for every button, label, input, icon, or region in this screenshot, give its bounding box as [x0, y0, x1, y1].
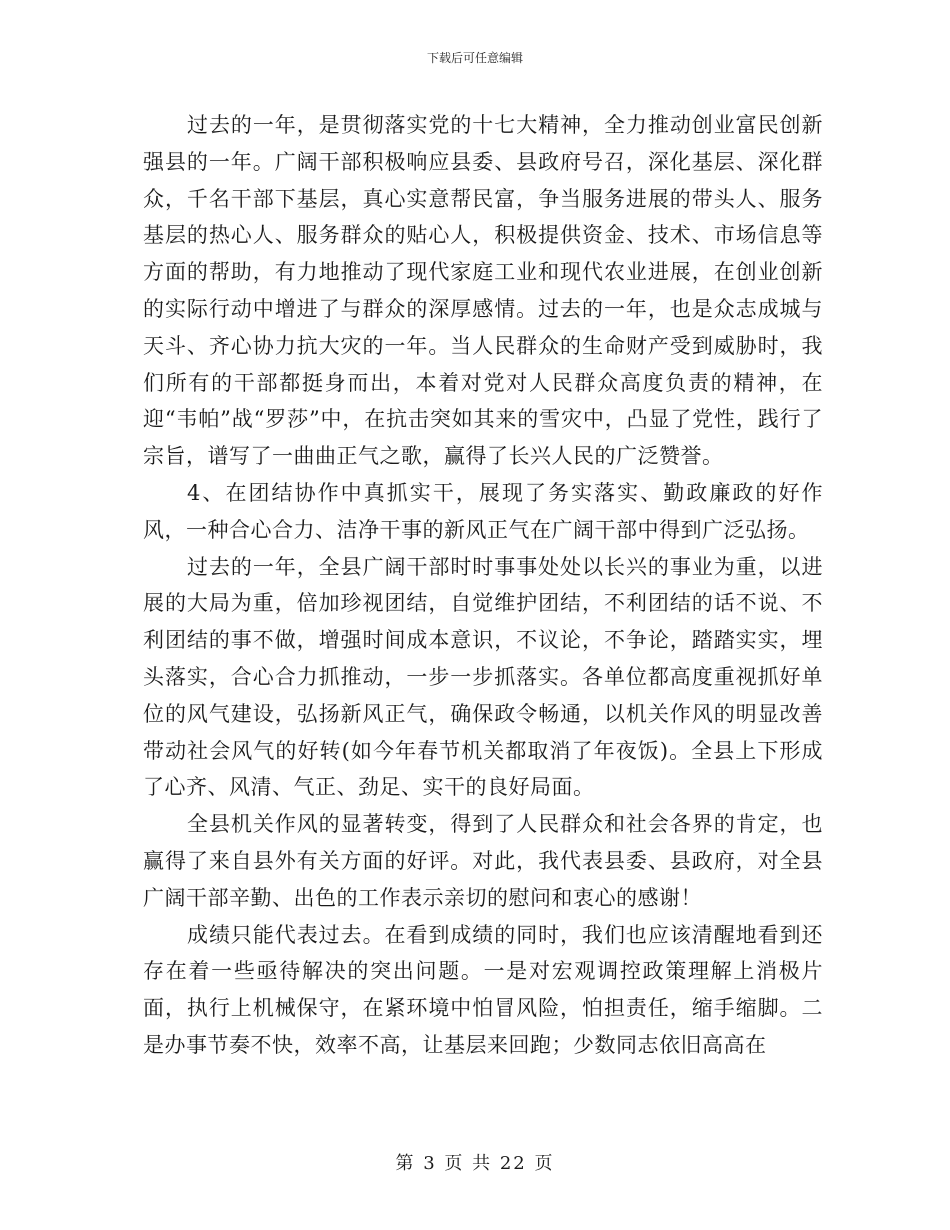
- page-number-footer: 第 3 页 共 22 页: [395, 1153, 555, 1174]
- page-header-note: 下载后可任意编辑: [426, 51, 523, 65]
- paragraph-1: 过去的一年，是贯彻落实党的十七大精神，全力推动创业富民创新强县的一年。广阔干部积极响应县委、县政府号召，深化基层、深化群众，千名干部下基层，真心实意帮民富，争当服务进展的带头人、服务基层的热心人、服务群众的贴心人，积极提供资金、技术、市场信息等方面的帮助，有力地推动了现代家庭工业和现代农业进展，在创业创新的实际行动中增进了与群众的深厚感情。过去的一年，也是众志成城与天斗、齐心协力抗大灾的一年。当人民群众的生命财产受到威胁时，我们所有的干部都挺身而出，本着对党对人民群众高度负责的精神，在迎“韦帕”战“罗莎”中，在抗击突如其来的雪灾中，凸显了党性，践行了宗旨，谱写了一曲曲正气之歌，赢得了长兴人民的广泛赞誉。: [143, 113, 823, 469]
- paragraph-3: 过去的一年，全县广阔干部时时事事处处以长兴的事业为重，以进展的大局为重，倍加珍视团结，自觉维护团结，不利团结的话不说、不利团结的事不做，增强时间成本意识，不议论，不争论，踏踏实实，埋头落实，合心合力抓推动，一步一步抓落实。各单位都高度重视抓好单位的风气建设，弘扬新风正气，确保政令畅通，以机关作风的明显改善带动社会风气的好转(如今年春节机关都取消了年夜饭)。全县上下形成了心齐、风清、气正、劲足、实干的良好局面。: [143, 554, 823, 800]
- paragraph-4: 全县机关作风的显著转变，得到了人民群众和社会各界的肯定，也赢得了来自县外有关方面的好评。对此，我代表县委、县政府，对全县广阔干部辛勤、出色的工作表示亲切的慰问和衷心的感谢！: [143, 812, 823, 910]
- paragraph-5: 成绩只能代表过去。在看到成绩的同时，我们也应该清醒地看到还存在着一些亟待解决的突出问题。一是对宏观调控政策理解上消极片面，执行上机械保守，在紧环境中怕冒风险，怕担责任，缩手缩脚。二是办事节奏不快，效率不高，让基层来回跑；少数同志依旧高高在: [143, 922, 823, 1057]
- paragraph-2: 4、在团结协作中真抓实干，展现了务实落实、勤政廉政的好作风，一种合心合力、洁净干事的新风正气在广阔干部中得到广泛弘扬。: [143, 480, 823, 542]
- document-body: [143, 107, 823, 1064]
